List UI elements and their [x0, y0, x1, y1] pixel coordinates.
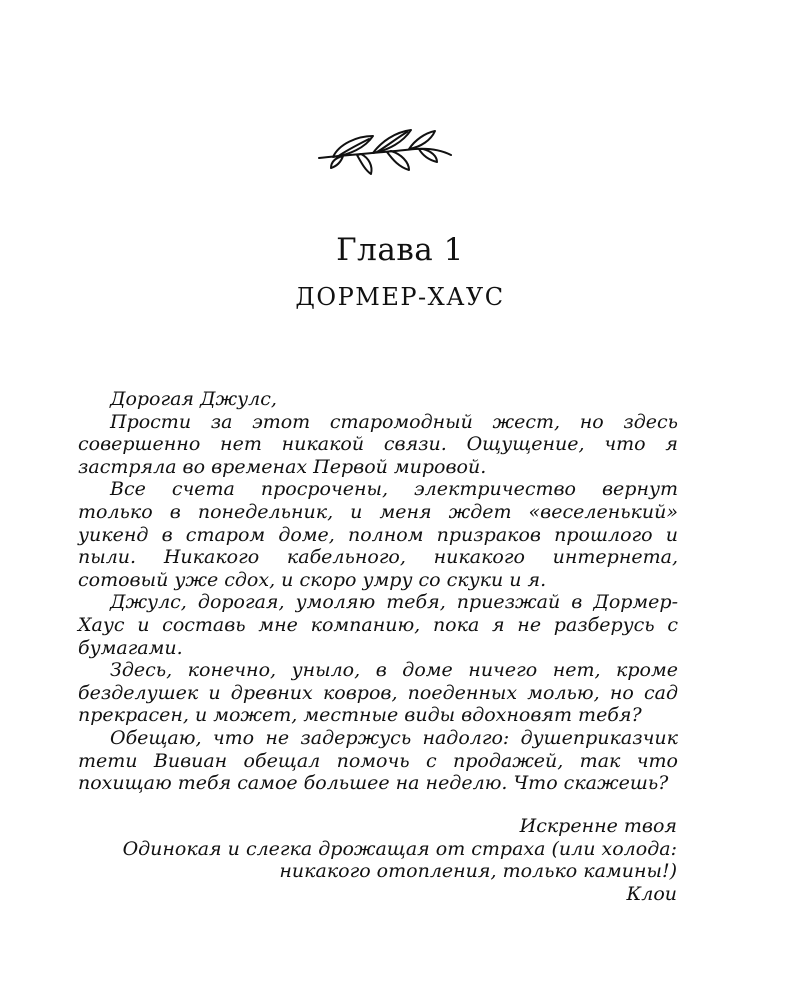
letter-paragraph-1: Прости за этот старомодный жест, но здесь совершенно нет никакой связи. Ощущение, что я застряла во временах Первой мировой.	[78, 410, 678, 478]
closing-line: Искренне твоя	[519, 815, 677, 837]
letter-signoff	[77, 815, 677, 905]
signoff-line-2: никакого отопления, только камины!)	[279, 860, 677, 883]
letter-body	[78, 388, 678, 795]
letter-paragraph-5: Обещаю, что не задержусь надолго: душеприказчик тети Вивиан обещал помочь с продажей, так что похищаю тебя самое большее на неделю. Что скажешь?	[78, 726, 678, 795]
letter-greeting: Дорогая Джулс,	[110, 388, 277, 410]
chapter-number: Глава 1	[336, 232, 464, 268]
signature: Клои	[626, 882, 677, 905]
letter-paragraph-2: Все счета просрочены, электричество вернут только в понедельник, и меня ждет «веселенький» уикенд в старом доме, полном призраков прошлого и пыли. Никакого кабельного, никакого интернета, сотовый уже сдох, и скоро умру со скуки и я.	[78, 478, 678, 591]
signoff-line-1: Одинокая и слегка дрожащая от страха (или холода:	[122, 837, 677, 860]
leaf-branch-icon	[317, 122, 453, 178]
letter-paragraph-4: Здесь, конечно, уныло, в доме ничего нет, кроме безделушек и древних ковров, поеденных молью, но сад прекрасен, и может, местные виды вдохновят тебя?	[78, 659, 678, 727]
letter-paragraph-3: Джулс, дорогая, умоляю тебя, приезжай в Дормер-Хаус и составь мне компанию, пока я не разберусь с бумагами.	[78, 591, 678, 659]
chapter-title: ДОРМЕР-ХАУС	[295, 283, 505, 311]
